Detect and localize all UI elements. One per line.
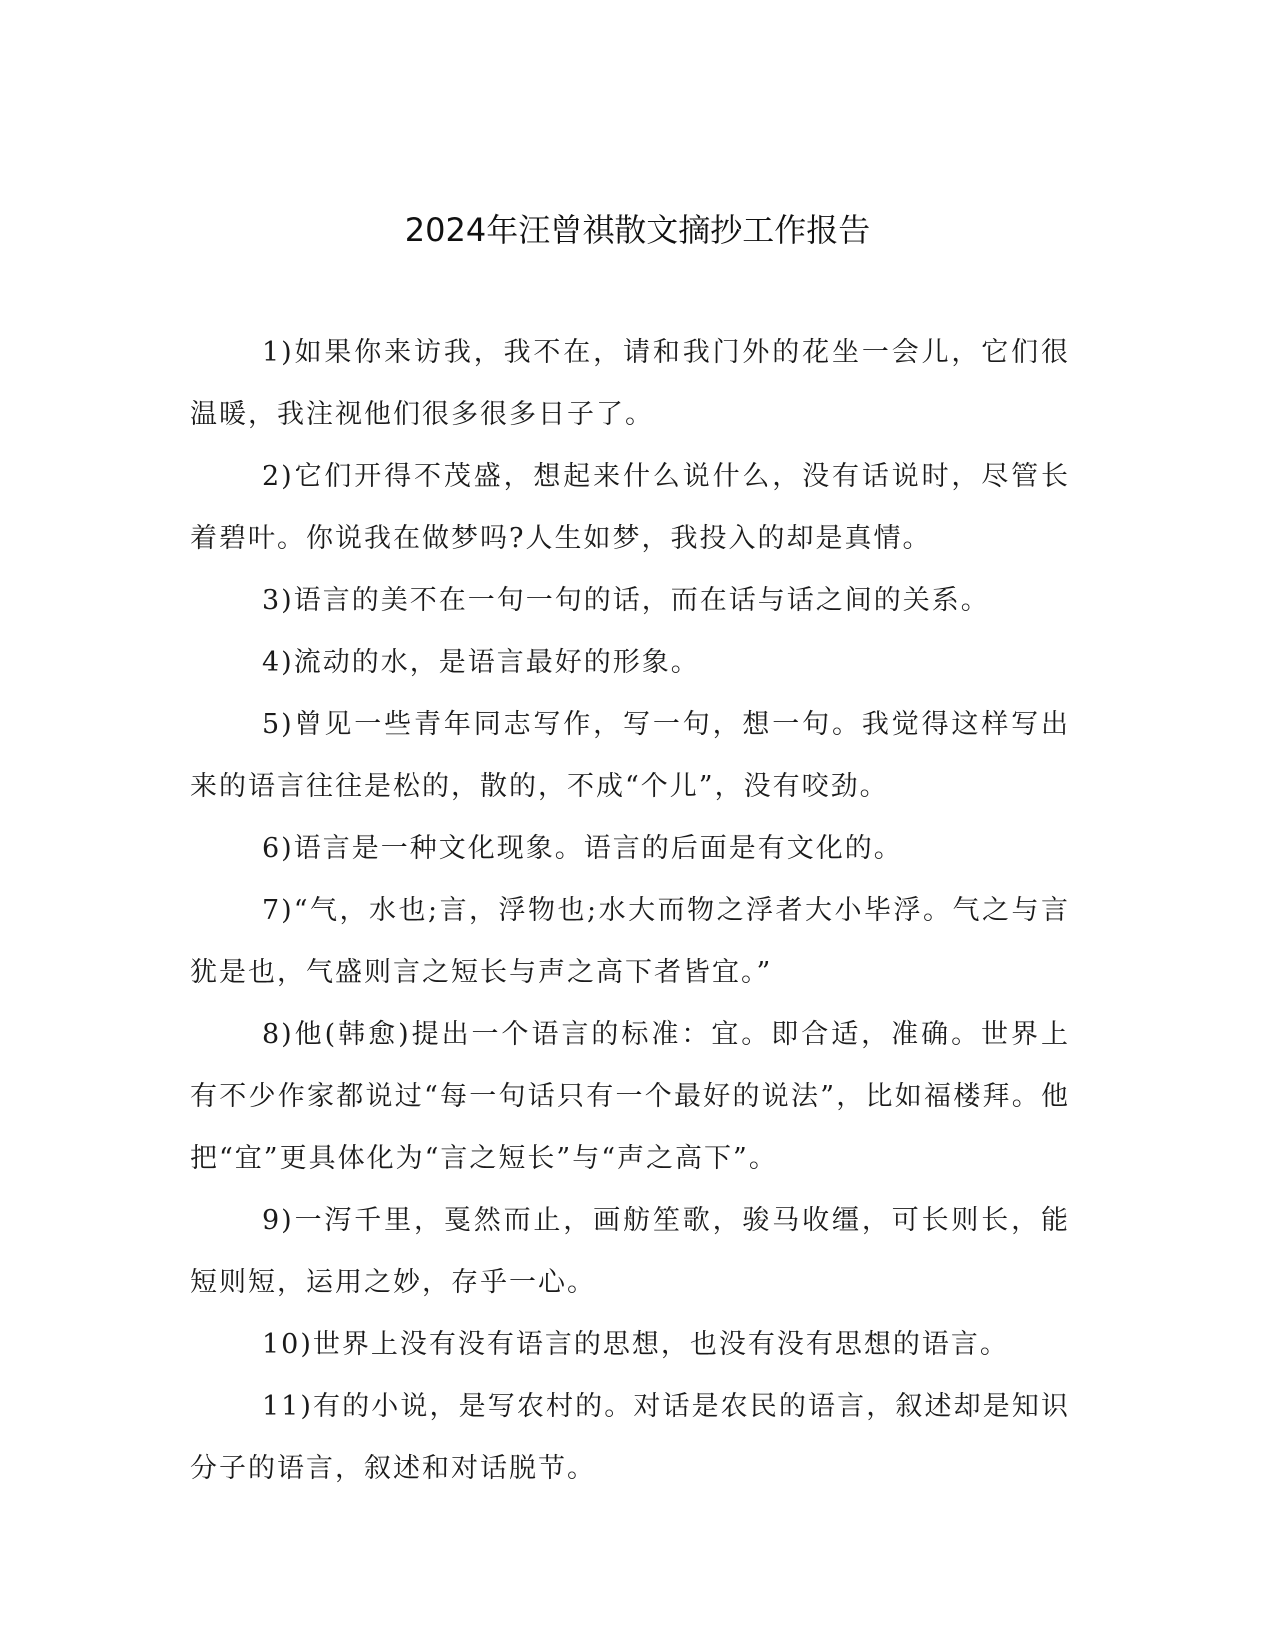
paragraph: 4)流动的水，是语言最好的形象。 [262,647,700,678]
paragraph: 8)他(韩愈)提出一个语言的标准：宜。即合适，准确。世界上有不少作家都说过“每一句话只有一个最好的说法”，比如福楼拜。他把“宜”更具体化为“言之短长”与“声之高下”。 [190,1019,1070,1174]
paragraph: 10)世界上没有没有语言的思想，也没有没有思想的语言。 [262,1329,1009,1360]
paragraph: 6)语言是一种文化现象。语言的后面是有文化的。 [262,833,903,864]
document-body [190,322,1070,1500]
paragraph: 2)它们开得不茂盛，想起来什么说什么，没有话说时，尽管长着碧叶。你说我在做梦吗?人生如梦，我投入的却是真情。 [190,461,1070,554]
paragraph: 3)语言的美不在一句一句的话，而在话与话之间的关系。 [262,585,990,616]
paragraph: 1)如果你来访我，我不在，请和我门外的花坐一会儿，它们很温暖，我注视他们很多很多日子了。 [190,337,1070,430]
paragraph: 11)有的小说，是写农村的。对话是农民的语言，叙述却是知识分子的语言，叙述和对话脱节。 [190,1391,1070,1484]
paragraph: 9)一泻千里，戛然而止，画舫笙歌，骏马收缰，可长则长，能短则短，运用之妙，存乎一心。 [190,1205,1070,1298]
paragraph: 5)曾见一些青年同志写作，写一句，想一句。我觉得这样写出来的语言往往是松的，散的，不成“个儿”，没有咬劲。 [190,709,1070,802]
document-title: 2024年汪曾祺散文摘抄工作报告 [404,211,871,249]
paragraph: 7)“气，水也;言，浮物也;水大而物之浮者大小毕浮。气之与言犹是也，气盛则言之短长与声之高下者皆宜。” [190,895,1070,988]
